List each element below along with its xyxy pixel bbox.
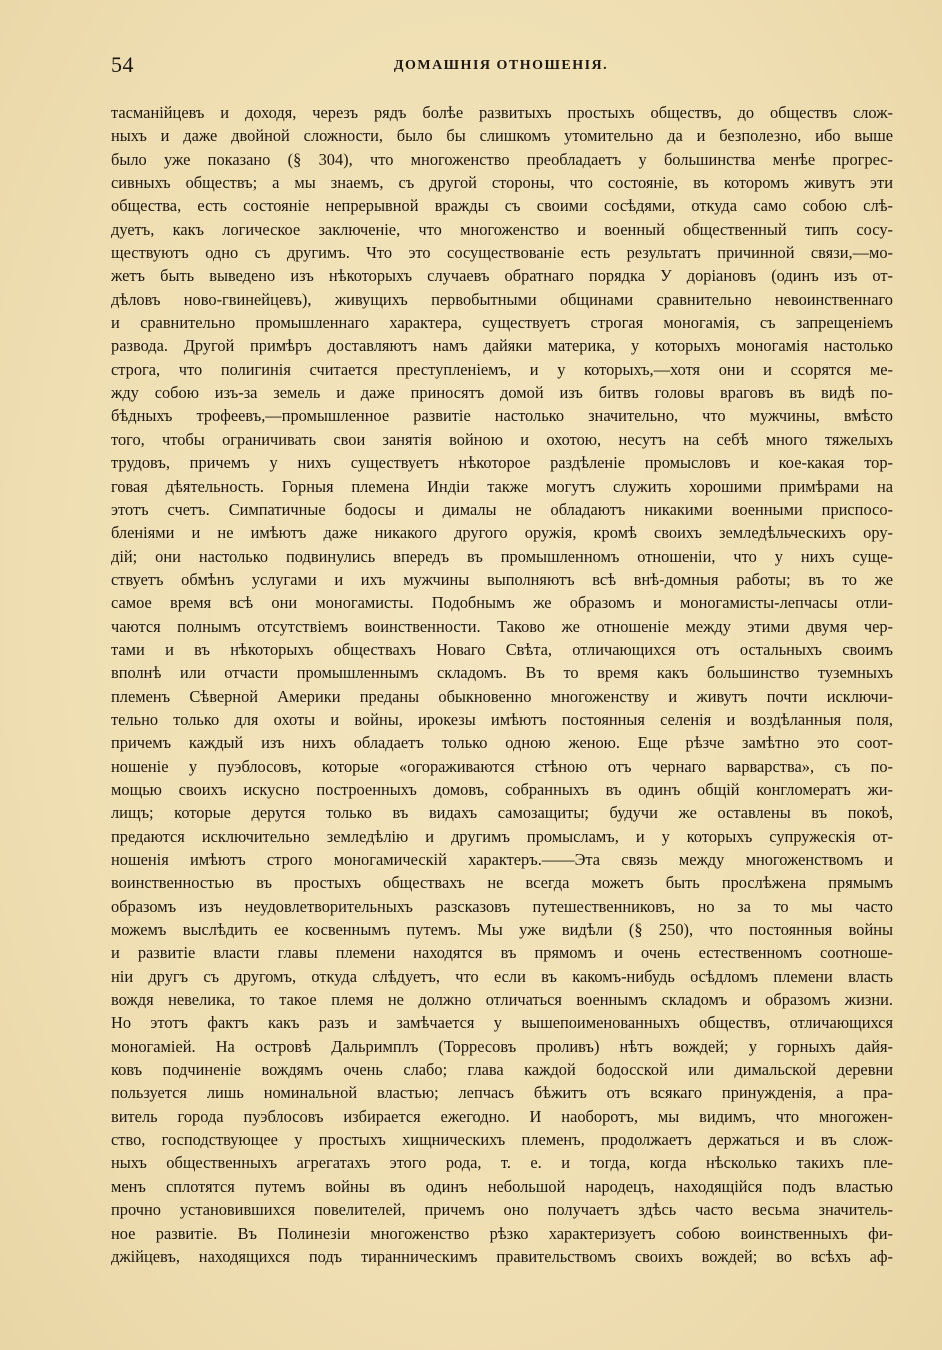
text-line: трудовъ, причемъ у нихъ существуетъ нѣкоторое раздѣленіе промысловъ и кое-какая тор- xyxy=(111,453,893,473)
text-line: можемъ выслѣдить ее косвеннымъ путемъ. Мы уже видѣли (§ 250), что постоянныя войны xyxy=(111,920,893,940)
text-line: причемъ каждый изъ нихъ обладаетъ только одною женою. Еще рѣзче замѣтно это соот- xyxy=(111,733,893,753)
text-line: бленіями и не имѣютъ даже никакого другого оружія, кромѣ своихъ земледѣльческихъ ору- xyxy=(111,523,893,543)
text-line: ношенія имѣютъ строго моногамическій характеръ.——Эта связь между многоженствомъ и xyxy=(111,850,893,869)
text-line: было уже показано (§ 304), что многоженство преобладаетъ у большинства менѣе прогрес- xyxy=(111,149,893,169)
text-line: предаются исключительно земледѣлію и другимъ промысламъ, и у которыхъ супружескія от- xyxy=(111,826,893,846)
text-line: ніи другъ съ другомъ, откуда слѣдуетъ, что если въ какомъ-нибудь осѣдломъ племени власть xyxy=(111,966,893,986)
page-header xyxy=(111,52,891,82)
text-line: ныхъ и даже двойной сложности, было бы слишкомъ утомительно да и безполезно, ибо выше xyxy=(111,126,893,146)
text-line: жду собою изъ-за земель и даже приносятъ домой изъ битвъ головы враговъ въ видѣ по- xyxy=(111,383,893,403)
text-line: ныхъ общественныхъ агрегатахъ этого рода, т. е. и тогда, когда нѣсколько такихъ пле- xyxy=(111,1153,893,1173)
text-line: витель города пуэблосовъ избирается ежегодно. И наоборотъ, мы видимъ, что многожен- xyxy=(111,1106,893,1126)
text-line: ношеніе у пуэблосовъ, которые «огораживаются стѣною отъ чернаго варварства», съ по- xyxy=(111,756,893,776)
text-line: моногаміей. На островѣ Дальримплъ (Торресовъ проливъ) нѣтъ вождей; у горныхъ дайя- xyxy=(111,1036,893,1056)
text-line: самое время всѣ они моногамисты. Подобнымъ же образомъ и моногамисты-лепчасы отли- xyxy=(111,593,893,613)
text-line: ствуетъ обмѣнъ услугами и ихъ мужчины выполняютъ всѣ внѣ-домныя работы; въ то же xyxy=(111,569,893,589)
text-line: джійцевъ, находящихся подъ тиранническимъ правительствомъ своихъ вождей; во всѣхъ аф- xyxy=(111,1246,893,1266)
text-line: лищъ; которые дерутся только въ видахъ самозащиты; будучи же оставлены въ покоѣ, xyxy=(111,803,893,823)
text-line: строга, что полигинія считается преступленіемъ, и у которыхъ,—хотя они и ссорятся ме- xyxy=(111,359,893,379)
text-line: говая дѣятельность. Горныя племена Индіи также могутъ служить хорошими примѣрами на xyxy=(111,476,893,496)
text-line: тасманійцевъ и доходя, черезъ рядъ болѣе развитыхъ простыхъ обществъ, до обществъ слож- xyxy=(111,103,893,122)
text-line: бѣдныхъ трофеевъ,—промышленное развитіе настолько значительно, что мужчины, вмѣсто xyxy=(111,406,893,426)
text-line: того, чтобы ограничивать свои занятія войною и охотою, несутъ на себѣ много тяжелыхъ xyxy=(111,429,893,449)
text-line: развода. Другой примѣръ доставляютъ намъ дайяки материка, у которыхъ моногамія настолько xyxy=(111,336,893,356)
text-line: воинственностью въ простыхъ обществахъ не всегда можетъ быть прослѣжена прямымъ xyxy=(111,873,893,893)
text-line: образомъ изъ неудовлетворительныхъ разсказовъ путешественниковъ, но за то мы часто xyxy=(111,896,893,916)
text-line: племенъ Сѣверной Америки преданы обыкновенно многоженству и живутъ почти исключи- xyxy=(111,686,893,706)
text-line: этотъ счетъ. Симпатичные бодосы и дималы не обладаютъ никакими военными приспосо- xyxy=(111,499,893,519)
page-number: 54 xyxy=(111,52,134,77)
text-line: чаются полнымъ отсутствіемъ воинственности. Таково же отношеніе между этими двумя чер- xyxy=(111,616,893,636)
text-line: вождя невелика, то такое племя не должно отличаться военнымъ складомъ и образомъ жизни. xyxy=(111,990,893,1010)
text-line: пользуется лишь номинальной властью; лепчасъ бѣжитъ отъ всякаго принужденія, а пра- xyxy=(111,1083,893,1103)
text-line: ковъ подчиненіе вождямъ очень слабо; глава каждой бодосской или димальской деревни xyxy=(111,1060,893,1080)
text-line: прочно установившихся повелителей, причемъ оно получаетъ здѣсь часто весьма значитель- xyxy=(111,1200,893,1220)
text-line: и развитіе власти главы племени находятся въ прямомъ и очень естественномъ соотноше- xyxy=(111,943,893,963)
text-line: дій; они настолько подвинулись впередъ въ промышленномъ отношеніи, что у нихъ суще- xyxy=(111,546,893,566)
text-line: вполнѣ или отчасти промышленнымъ складомъ. Въ то время какъ большинство туземныхъ xyxy=(111,663,893,683)
text-line: мощью своихъ искусно построенныхъ домовъ, собранныхъ въ одинъ общій конгломератъ жи- xyxy=(111,779,893,799)
text-line: ное развитіе. Въ Полинезіи многоженство рѣзко характеризуетъ собою воинственныхъ фи- xyxy=(111,1223,893,1243)
text-line: дѣловъ ново-гвинейцевъ), живущихъ первобытными общинами сравнительно невоинственнаго xyxy=(111,289,893,309)
text-line: менъ сплотятся путемъ войны въ одинъ небольшой народецъ, находящійся подъ властью xyxy=(111,1176,893,1196)
text-line: сивныхъ обществъ; а мы знаемъ, съ другой стороны, что состояніе, въ которомъ живутъ эти xyxy=(111,173,893,193)
body-text xyxy=(111,101,893,1268)
running-head: ДОМАШНІЯ ОТНОШЕНІЯ. xyxy=(393,58,609,73)
text-line: и сравнительно промышленнаго характера, существуетъ строгая моногамія, съ запрещеніемъ xyxy=(111,313,893,333)
text-line: Но этотъ фактъ какъ разъ и замѣчается у вышепоименованныхъ обществъ, отличающихся xyxy=(111,1013,893,1033)
text-line: общества, есть состояніе непрерывной вражды съ своими сосѣдями, откуда само собою слѣ- xyxy=(111,196,893,216)
text-line: дуетъ, какъ логическое заключеніе, что многоженство и военный общественный типъ сосу- xyxy=(111,219,893,239)
text-line: ществуютъ одно съ другимъ. Что это сосуществованіе есть результатъ причинной связи,—мо- xyxy=(111,243,893,263)
text-line: жетъ быть выведено изъ нѣкоторыхъ случаевъ обратнаго порядка У доріановъ (одинъ изъ от- xyxy=(111,266,893,286)
text-line: тельно только для охоты и войны, ирокезы имѣютъ постоянныя селенія и воздѣланныя поля, xyxy=(111,709,893,729)
text-line: тами и въ нѣкоторыхъ обществахъ Новаго Свѣта, отличающихся отъ остальныхъ своимъ xyxy=(111,639,893,659)
text-line: ство, господствующее у простыхъ хищническихъ племенъ, продолжаетъ держаться и въ слож- xyxy=(111,1130,893,1150)
